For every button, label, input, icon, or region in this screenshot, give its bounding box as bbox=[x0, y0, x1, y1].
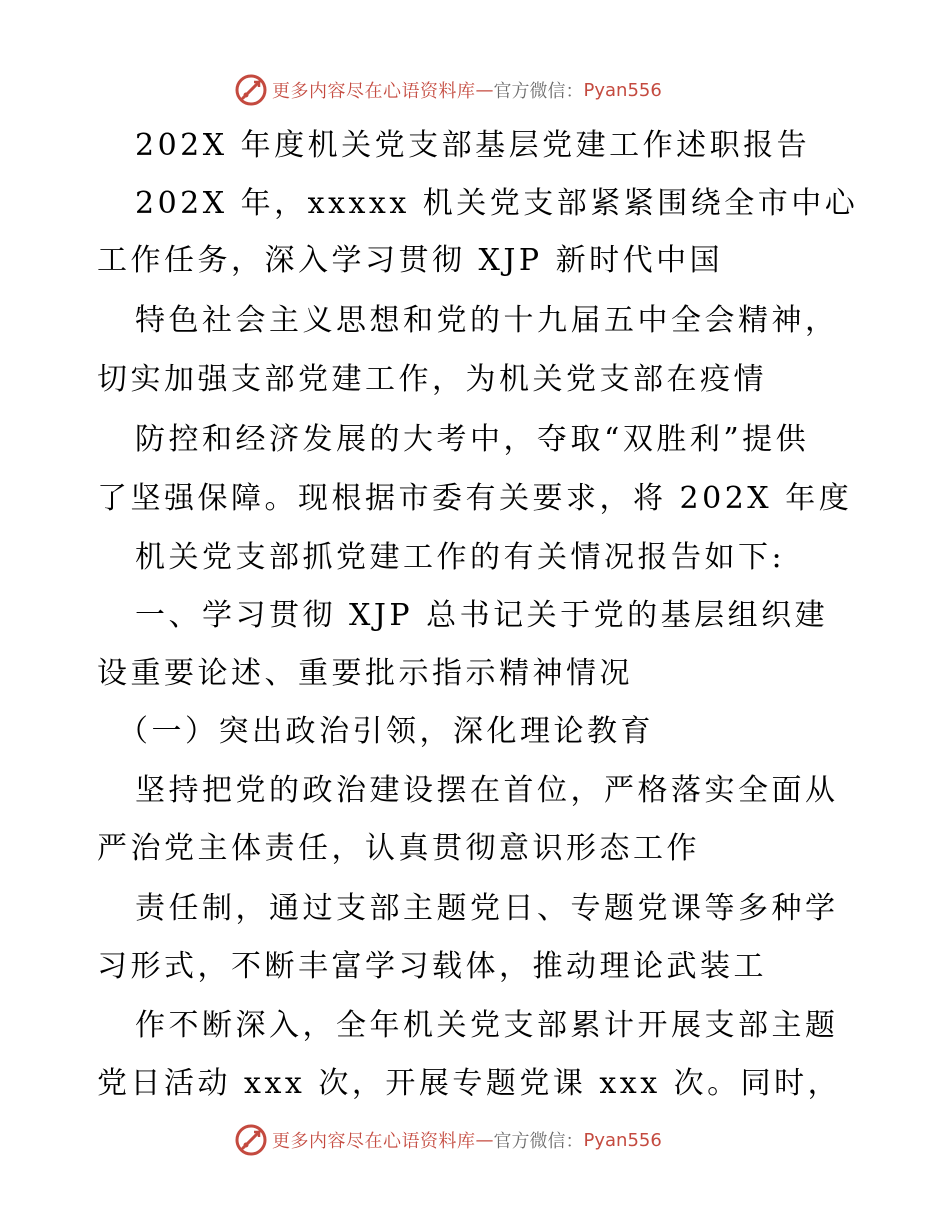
paragraph-line: 习形式，不断丰富学习载体，推动理论武装工 bbox=[97, 949, 767, 984]
watermark-site-name: 更多内容尽在心语资料库 bbox=[272, 81, 476, 102]
quill-seal-icon bbox=[234, 73, 268, 107]
watermark-site-name: 更多内容尽在心语资料库 bbox=[272, 1131, 476, 1152]
section-heading: 一、学习贯彻 XJP 总书记关于党的基层组织建 bbox=[135, 598, 829, 633]
paragraph-line: 工作任务，深入学习贯彻 XJP 新时代中国 bbox=[97, 243, 724, 278]
paragraph-line: 机关党支部抓党建工作的有关情况报告如下: bbox=[135, 540, 786, 575]
paragraph-line: 党日活动 xxx 次，开展专题党课 xxx 次。同时， bbox=[97, 1066, 842, 1101]
paragraph-line: 责任制，通过支部主题党日、专题党课等多种学 bbox=[135, 891, 839, 926]
paragraph-line: 了坚强保障。现根据市委有关要求，将 202X 年度 bbox=[97, 481, 853, 516]
document-title: 202X 年度机关党支部基层党建工作述职报告 bbox=[135, 128, 811, 163]
watermark-dash: — bbox=[475, 1129, 494, 1151]
watermark-wechat-label: 官方微信： bbox=[493, 81, 584, 102]
paragraph-line: 切实加强支部党建工作，为机关党支部在疫情 bbox=[97, 362, 767, 397]
paragraph-line: 坚持把党的政治建设摆在首位，严格落实全面从 bbox=[135, 773, 839, 808]
watermark-wechat-id: Pyan556 bbox=[583, 79, 662, 101]
watermark-footer bbox=[234, 1122, 662, 1158]
watermark-wechat-label: 官方微信： bbox=[493, 1131, 584, 1152]
paragraph-line: 防控和经济发展的大考中，夺取“双胜利”提供 bbox=[135, 422, 810, 457]
watermark-wechat-id: Pyan556 bbox=[583, 1129, 662, 1151]
paragraph-line: 严治党主体责任，认真贯彻意识形态工作 bbox=[97, 831, 700, 866]
watermark-dash: — bbox=[475, 79, 494, 101]
subsection-heading: （一）突出政治引领，深化理论教育 bbox=[118, 714, 654, 749]
paragraph-line: 202X 年，xxxxx 机关党支部紧紧围绕全市中心 bbox=[135, 186, 859, 221]
paragraph-line: 作不断深入，全年机关党支部累计开展支部主题 bbox=[135, 1008, 839, 1043]
watermark-header bbox=[234, 72, 662, 108]
section-heading: 设重要论述、重要批示指示精神情况 bbox=[97, 656, 633, 691]
paragraph-line: 特色社会主义思想和党的十九届五中全会精神， bbox=[135, 303, 839, 338]
quill-seal-icon bbox=[234, 1123, 268, 1157]
